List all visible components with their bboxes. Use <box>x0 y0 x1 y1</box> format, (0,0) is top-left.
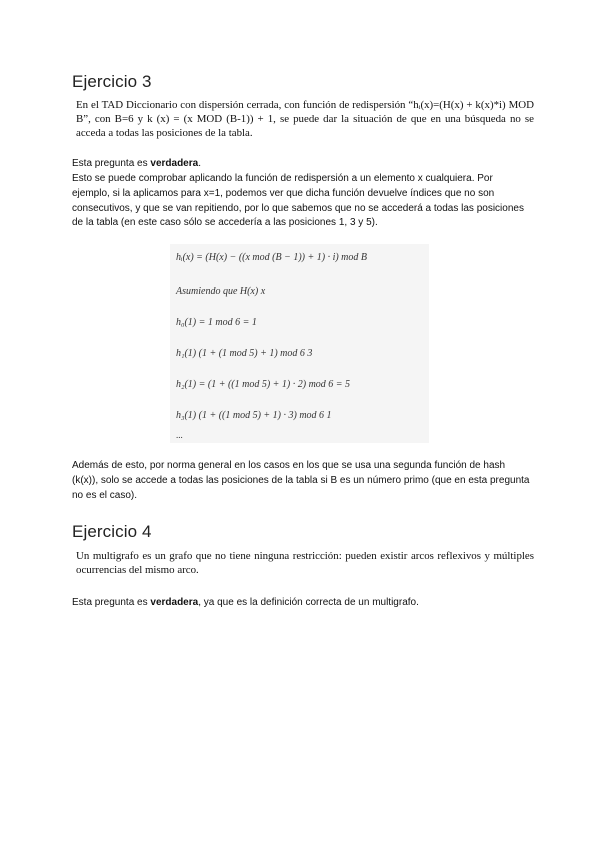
answer-verdict: verdadera <box>150 597 199 608</box>
exercise-3-note: Además de esto, por norma general en los casos en los que se usa una segunda función de hash (k(x)), solo se accede a todas las posiciones de la tabla si B es un número primo (que en esta pregunta no es el caso). <box>72 460 530 501</box>
exercise-3-question: En el TAD Diccionario con dispersión cerrada, con función de redispersión “hᵢ(x)=(H(x) + k(x)*i) MOD B”, con B=6 y k (x) = (x MOD (B-1)) + 1, se puede dar la situación de que en una búsqueda no se acceda a todas las posiciones de la tabla. <box>76 99 534 139</box>
answer-verdict: verdadera <box>150 158 199 169</box>
exercise-4-question: Un multigrafo es un grafo que no tiene ninguna restricción: pueden existir arcos reflexivos y múltiples ocurrencias del mismo arco. <box>76 550 534 576</box>
math-formula-box <box>170 244 429 443</box>
math-line-assumption: Asumiendo que H(x) x <box>176 286 266 297</box>
math-line-h3: h₃(1) (1 + ((1 mod 5) + 1) · 3) mod 6 1 <box>176 410 332 421</box>
math-line-h0: h₀(1) = 1 mod 6 = 1 <box>176 317 257 328</box>
math-line-h2: h₂(1) = (1 + ((1 mod 5) + 1) · 2) mod 6 = 5 <box>176 379 351 390</box>
exercise-4-answer: Esta pregunta es verdadera, ya que es la definición correcta de un multigrafo. <box>72 597 419 608</box>
math-ellipsis: ... <box>176 430 183 440</box>
exercise-4-title: Ejercicio 4 <box>72 522 152 541</box>
math-line-formula: hᵢ(x) = (H(x) − ((x mod (B − 1)) + 1) · i) mod B <box>176 252 368 263</box>
exercise-3-explanation: Esto se puede comprobar aplicando la función de redispersión a un elemento x cualquiera. Por ejemplo, si la aplicamos para x=1, podemos ver que dicha función devuelve índices que no son consecutivos, y que se van repitiendo, por lo que sabemos que no se accederá a todas las posiciones de la tabla (en este caso sólo se accedería a las posiciones 1, 3 y 5). <box>72 173 524 229</box>
exercise-3-title: Ejercicio 3 <box>72 72 152 91</box>
exercise-3-answer: Esta pregunta es verdadera. <box>72 158 201 169</box>
math-line-h1: h₁(1) (1 + (1 mod 5) + 1) mod 6 3 <box>176 348 313 359</box>
